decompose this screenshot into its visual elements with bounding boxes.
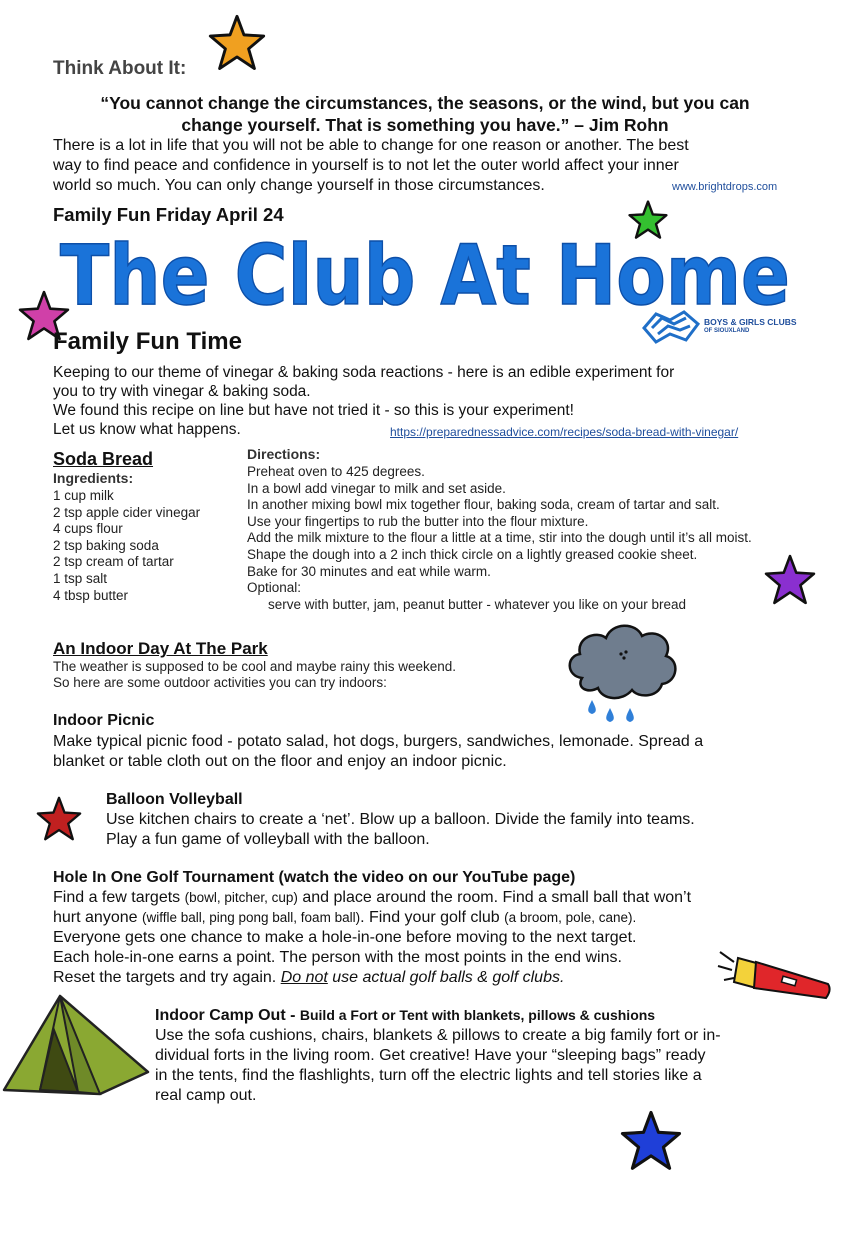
golf-text: Find a few targets (bowl, pitcher, cup) and place around the room. Find a small ball that won’t hurt anyone (wiffle ball, ping pong ball, foam ball). Find your golf club (a broom, pole, cane). Everyone gets one chance to make a hole-in-one before moving to the next target. Each hole-in-one earns a point. The person with the most points in the end wins. Reset the targets and try again. Do not use actual golf balls & golf clubs. — [53, 889, 692, 986]
directions-list — [247, 464, 837, 613]
boys-girls-clubs-logo-text: BOYS & GIRLS CLUBS OF SIOUXLAND — [704, 317, 797, 334]
list-item: Use your fingertips to rub the butter into the flour mixture. — [247, 513, 589, 529]
optional-text: serve with butter, jam, peanut butter - whatever you like on your bread — [268, 596, 686, 612]
list-item: 2 tsp cream of tartar — [53, 554, 174, 570]
list-item: Preheat oven to 425 degrees. — [247, 464, 425, 479]
ingredients-title: Ingredients: — [53, 470, 134, 486]
list-item: 2 tsp baking soda — [53, 537, 159, 553]
rain-cloud-icon — [562, 618, 682, 730]
balloon-volleyball-text: Use kitchen chairs to create a ‘net’. Blow up a balloon. Divide the family into teams. Play a fun game of volleyball with the balloon. — [106, 811, 695, 848]
blue-star-icon — [618, 1110, 684, 1172]
list-item: Add the milk mixture to the flour a little at a time, stir into the dough until it’s all moist. — [247, 530, 752, 546]
camp-out-text: Use the sofa cushions, chairs, blankets & pillows to create a big family fort or in- dividual forts in the living room. Get creative! Have your “sleeping bags” ready in the tents, find the flashlights, turn off the electric lights and tell stories like a real camp out. — [155, 1027, 721, 1104]
family-fun-time-title: Family Fun Time — [53, 328, 242, 355]
list-item: 4 tbsp butter — [53, 587, 129, 603]
think-about-it-title: Think About It: — [53, 58, 187, 79]
directions-title: Directions: — [247, 446, 321, 462]
golf-title: Hole In One Golf Tournament (watch the video on our YouTube page) — [53, 869, 576, 886]
camp-out-title: Indoor Camp Out - Build a Fort or Tent with blankets, pillows & cushions — [155, 1007, 656, 1024]
list-item: Shape the dough into a 2 inch thick circle on a lightly greased cookie sheet. — [247, 546, 698, 562]
list-item: Bake for 30 minutes and eat while warm. — [247, 563, 491, 579]
tent-icon — [0, 990, 152, 1102]
boys-girls-clubs-logo-icon — [640, 306, 702, 346]
list-item: 1 tsp salt — [53, 570, 108, 586]
family-fun-intro: Keeping to our theme of vinegar & baking soda reactions - here is an edible experiment for you to try with vinegar & baking soda. We found this recipe on line but have not tried it - so this is your experiment! Let us know what happens. — [53, 364, 675, 438]
list-item: 1 cup milk — [53, 488, 114, 503]
park-text: The weather is supposed to be cool and maybe rainy this weekend. So here are some outdoor activities you can try indoors: — [53, 659, 456, 690]
list-item: In another mixing bowl mix together flour, baking soda, cream of tartar and salt. — [247, 497, 720, 513]
red-star-icon — [34, 796, 84, 842]
list-item: 4 cups flour — [53, 521, 123, 537]
park-title: An Indoor Day At The Park — [53, 639, 268, 658]
indoor-picnic-text: Make typical picnic food - potato salad, hot dogs, burgers, sandwiches, lemonade. Spread a blanket or table cloth out on the floor and enjoy an indoor picnic. — [53, 733, 704, 770]
flashlight-icon — [716, 944, 834, 1010]
club-at-home-banner — [55, 222, 795, 318]
quote: “You cannot change the circumstances, the seasons, or the wind, but you can change yourself. That is something you have.” – Jim Rohn — [100, 93, 750, 135]
recipe-link[interactable]: https://preparednessadvice.com/recipes/soda-bread-with-vinegar/ — [390, 425, 739, 439]
balloon-volleyball-title: Balloon Volleyball — [106, 791, 243, 808]
list-item: 2 tsp apple cider vinegar — [53, 504, 201, 520]
family-fun-friday-heading: Family Fun Friday April 24 — [53, 204, 284, 225]
think-paragraph: There is a lot in life that you will not be able to change for one reason or another. The best way to find peace and confidence in yourself is to not let the outer world affect your inner world so much. You can only change yourself in those circumstances. — [53, 137, 689, 194]
ingredients-list — [53, 488, 200, 604]
indoor-picnic-title: Indoor Picnic — [53, 712, 155, 729]
list-item: Optional: — [247, 580, 302, 596]
soda-bread-title: Soda Bread — [53, 449, 154, 469]
banner-title: The Club At Home — [60, 227, 790, 318]
orange-star-icon — [206, 14, 268, 72]
source-credit: www.brightdrops.com — [672, 181, 778, 193]
list-item: In a bowl add vinegar to milk and set aside. — [247, 480, 506, 496]
